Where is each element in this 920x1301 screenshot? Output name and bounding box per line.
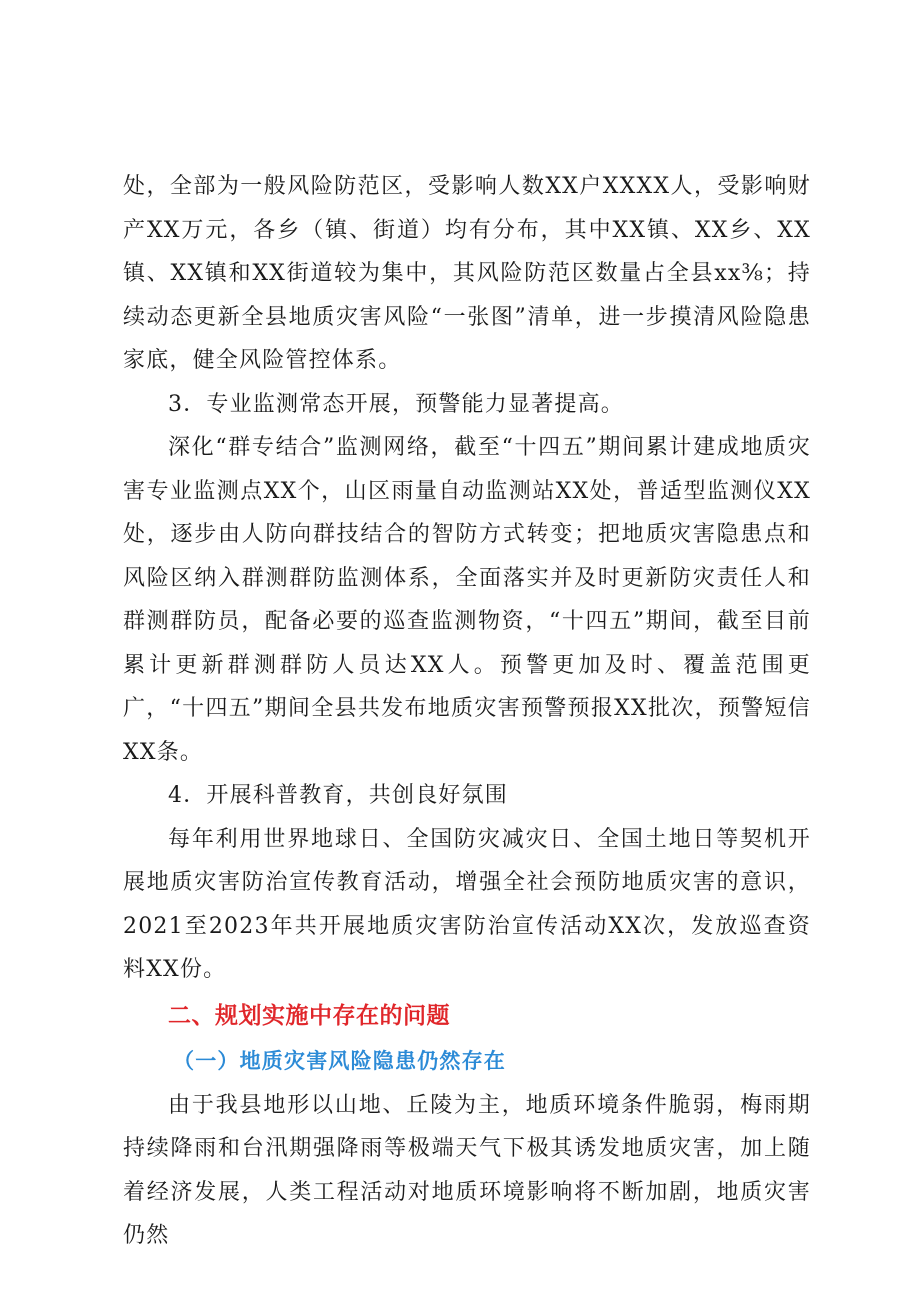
paragraph-monitoring: 深化“群专结合”监测网络，截至“十四五”期间累计建成地质灾害专业监测点XX个，山区雨量自动监测站XX处，普适型监测仪XX处，逐步由人防向群技结合的智防方式转变；把地质灾害隐患点和风险区纳入群测群防监测体系，全面落实并及时更新防灾责任人和群测群防员，配备必要的巡查监测物资，“十四五”期间，截至目前累计更新群测群防人员达XX人。预警更加及时、覆盖范围更广，“十四五”期间全县共发布地质灾害预警预报XX批次，预警短信XX条。 xyxy=(123,435,811,765)
heading-monitoring: 3．专业监测常态开展，预警能力显著提高。 xyxy=(168,391,624,417)
paragraph-education: 每年利用世界地球日、全国防灾减灾日、全国土地日等契机开展地质灾害防治宣传教育活动，增强全社会预防地质灾害的意识，2021至2023年共开展地质灾害防治宣传活动XX次，发放巡查资料XX份。 xyxy=(123,826,811,982)
heading-education: 4．开展科普教育，共创良好氛围 xyxy=(168,783,508,808)
paragraph-risks: 由于我县地形以山地、丘陵为主，地质环境条件脆弱，梅雨期持续降雨和台汛期强降雨等极端天气下极其诱发地质灾害，加上随着经济发展，人类工程活动对地质环境影响将不断加剧，地质灾害仍然 xyxy=(123,1092,811,1248)
document-body xyxy=(123,165,811,1258)
subsection-heading-risks: （一）地质灾害风险隐患仍然存在 xyxy=(173,1047,506,1073)
paragraph-risk-zones-continued: 处，全部为一般风险防范区，受影响人数XX户XXXX人，受影响财产XX万元，各乡（镇、街道）均有分布，其中XX镇、XX乡、XX镇、XX镇和XX街道较为集中，其风险防范区数量占全县xx⅜；持续动态更新全县地质灾害风险“一张图”清单，进一步摸清风险隐患家底，健全风险管控体系。 xyxy=(123,174,811,373)
section-heading-problems: 二、规划实施中存在的问题 xyxy=(168,1002,450,1029)
